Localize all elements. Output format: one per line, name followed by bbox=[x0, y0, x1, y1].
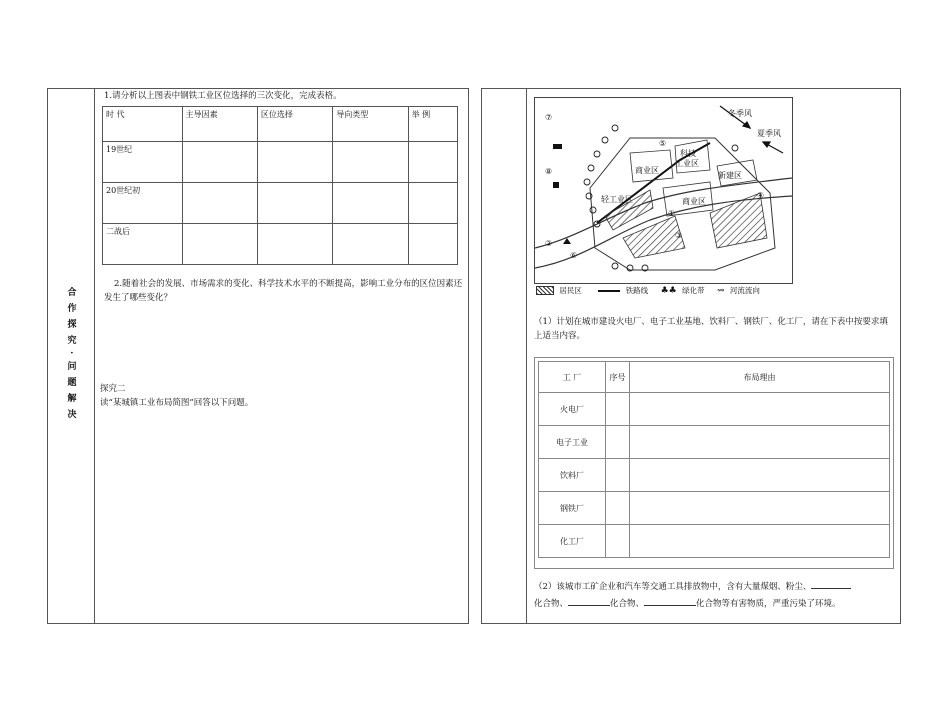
row-label: 20世纪初 bbox=[103, 183, 183, 224]
site-6: ⑥ bbox=[570, 251, 578, 260]
q2-text: 化合物、 bbox=[534, 599, 569, 609]
row-label: 19世纪 bbox=[103, 142, 183, 183]
section-prompt: 读“某城镇工业布局简图”回答以下问题。 bbox=[100, 398, 254, 408]
section-title: 探究二 bbox=[100, 384, 126, 394]
answer-cell[interactable] bbox=[257, 183, 332, 224]
answer-cell[interactable] bbox=[630, 492, 890, 525]
blank-3[interactable] bbox=[644, 605, 696, 606]
table-header: 区位选择 bbox=[257, 107, 332, 142]
answer-cell[interactable] bbox=[606, 393, 630, 426]
railway-legend-icon bbox=[598, 290, 620, 292]
tech-label: 科技 bbox=[680, 149, 696, 158]
answer-cell[interactable] bbox=[408, 142, 457, 183]
answer-cell[interactable] bbox=[333, 183, 408, 224]
factory-marker bbox=[553, 182, 559, 188]
table-header: 举 例 bbox=[408, 107, 457, 142]
answer-cell[interactable] bbox=[606, 525, 630, 558]
blank-2[interactable] bbox=[568, 605, 610, 606]
row-label: 钢铁厂 bbox=[539, 492, 606, 525]
factory-table-frame bbox=[534, 357, 894, 569]
table-header: 导向类型 bbox=[333, 107, 408, 142]
winter-wind-label: 冬季风 bbox=[728, 109, 752, 118]
blank-1[interactable] bbox=[811, 588, 851, 589]
row-label: 二战后 bbox=[103, 224, 183, 265]
factory-marker bbox=[553, 144, 562, 149]
map-legend bbox=[536, 285, 760, 296]
row-label: 饮料厂 bbox=[539, 459, 606, 492]
answer-cell[interactable] bbox=[606, 459, 630, 492]
legend-label: 绿化带 bbox=[682, 286, 705, 295]
answer-cell[interactable] bbox=[333, 142, 408, 183]
question-1: 1.请分析以上图表中钢铁工业区位选择的三次变化，完成表格。 bbox=[104, 91, 342, 101]
residential-zone bbox=[710, 193, 767, 248]
left-panel bbox=[47, 88, 469, 624]
answer-cell[interactable] bbox=[182, 142, 257, 183]
table-header: 布局理由 bbox=[630, 362, 890, 393]
table-header: 主导因素 bbox=[182, 107, 257, 142]
town-industry-map bbox=[534, 97, 793, 284]
table-row bbox=[103, 142, 458, 183]
table-header-row bbox=[539, 362, 890, 393]
site-5: ⑤ bbox=[659, 139, 667, 148]
table-header: 工 厂 bbox=[539, 362, 606, 393]
answer-cell[interactable] bbox=[630, 426, 890, 459]
new-zone-label: 新建区 bbox=[718, 171, 742, 180]
river-flow-icon: ⇝ bbox=[716, 285, 725, 296]
legend-label: 铁路线 bbox=[625, 286, 649, 295]
map-drawing bbox=[535, 98, 792, 283]
site-3: ③ bbox=[675, 231, 683, 240]
question-2 bbox=[534, 579, 896, 613]
site-7: ⑦ bbox=[545, 113, 553, 122]
table-header: 序号 bbox=[606, 362, 630, 393]
steel-industry-table bbox=[102, 106, 458, 265]
q2-text: 化合物、 bbox=[610, 599, 645, 609]
row-label: 电子工业 bbox=[539, 426, 606, 459]
answer-cell[interactable] bbox=[630, 459, 890, 492]
table-row bbox=[539, 426, 890, 459]
commercial-label: 商业区 bbox=[682, 197, 706, 206]
right-panel bbox=[481, 88, 901, 624]
site-2: ② bbox=[545, 239, 553, 248]
answer-cell[interactable] bbox=[630, 393, 890, 426]
q2-text: 化合物等有害物质，严重污染了环境。 bbox=[696, 599, 841, 609]
answer-cell[interactable] bbox=[182, 183, 257, 224]
tech-industry-label: 工业区 bbox=[675, 159, 699, 168]
answer-cell[interactable] bbox=[606, 492, 630, 525]
site-4: ④ bbox=[757, 191, 765, 200]
answer-cell[interactable] bbox=[408, 224, 457, 265]
answer-cell[interactable] bbox=[606, 426, 630, 459]
answer-cell[interactable] bbox=[257, 224, 332, 265]
table-row bbox=[539, 492, 890, 525]
question-2: 2.随着社会的发展、市场需求的变化、科学技术水平的不断提高，影响工业分布的区位因素还发生了哪些变化？ bbox=[104, 279, 463, 303]
table-row bbox=[539, 525, 890, 558]
table-row bbox=[103, 224, 458, 265]
site-1: ① bbox=[668, 209, 676, 218]
column-divider bbox=[94, 89, 95, 623]
light-industry-label: 轻工业区 bbox=[601, 195, 633, 204]
answer-cell[interactable] bbox=[408, 183, 457, 224]
site-8: ⑧ bbox=[545, 167, 553, 176]
legend-label: 居民区 bbox=[559, 286, 582, 295]
column-divider bbox=[526, 89, 527, 623]
answer-cell[interactable] bbox=[182, 224, 257, 265]
table-header: 时 代 bbox=[103, 107, 183, 142]
table-row bbox=[539, 459, 890, 492]
commercial-label: 商业区 bbox=[635, 166, 659, 175]
side-label-text: 合作探究·问题解决 bbox=[65, 286, 76, 426]
answer-cell[interactable] bbox=[333, 224, 408, 265]
q2-text: （2）该城市工矿企业和汽车等交通工具排放物中，含有大量煤烟、粉尘、 bbox=[534, 582, 812, 592]
table-row bbox=[539, 393, 890, 426]
factory-layout-table bbox=[538, 361, 890, 558]
answer-cell[interactable] bbox=[630, 525, 890, 558]
table-row bbox=[103, 183, 458, 224]
side-label bbox=[48, 89, 94, 623]
question-1: （1）计划在城市建设火电厂、电子工业基地、饮料厂、钢铁厂、化工厂，请在下表中按要求填上适当内容。 bbox=[534, 317, 888, 341]
table-header-row bbox=[103, 107, 458, 142]
summer-wind-label: 夏季风 bbox=[757, 129, 781, 138]
row-label: 化工厂 bbox=[539, 525, 606, 558]
tree-legend-icon: ♣♣ bbox=[660, 285, 677, 296]
legend-label: 河流流向 bbox=[729, 286, 760, 295]
answer-cell[interactable] bbox=[257, 142, 332, 183]
row-label: 火电厂 bbox=[539, 393, 606, 426]
residential-legend-icon bbox=[536, 286, 554, 295]
